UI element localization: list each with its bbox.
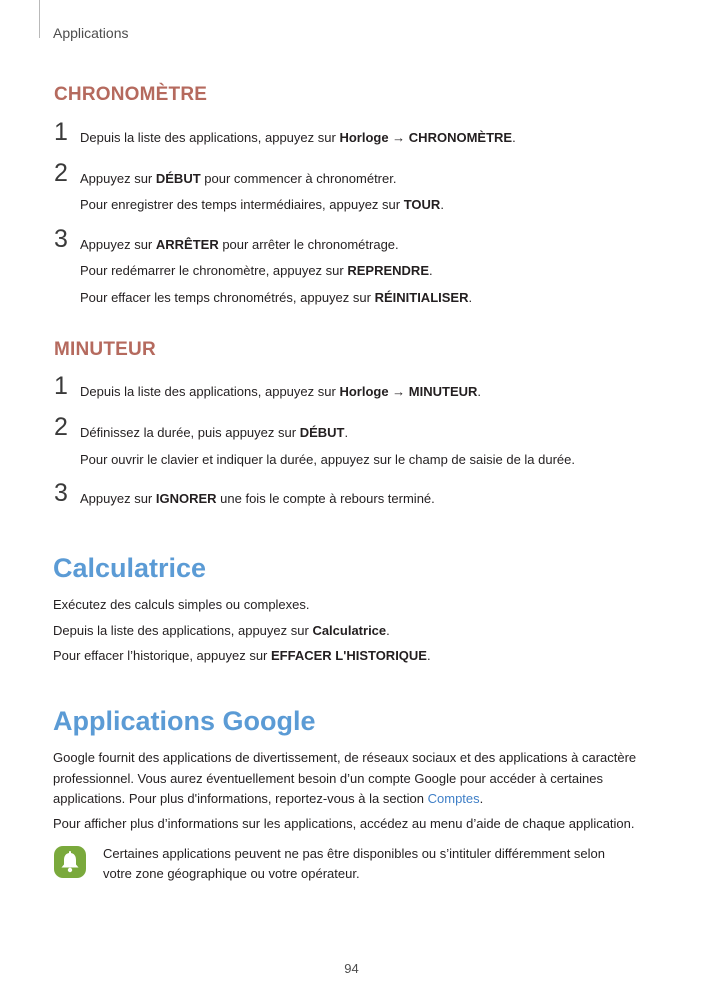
header-rule [39,0,40,38]
step-text: Appuyez sur ARRÊTER pour arrêter le chronométrage. [80,237,399,252]
step-number: 2 [54,413,68,441]
calculator-clear-instruction: Pour effacer l’historique, appuyez sur EFFACER L'HISTORIQUE. [53,648,431,663]
step-text: Appuyez sur IGNORER une fois le compte à rebours terminé. [80,491,435,506]
timer-title: MINUTEUR [54,339,156,360]
step-text: Pour redémarrer le chronomètre, appuyez sur REPRENDRE. [80,263,433,278]
step-text: Appuyez sur DÉBUT pour commencer à chronométrer. [80,171,397,186]
calculator-open-instruction: Depuis la liste des applications, appuyez sur Calculatrice. [53,623,390,638]
step-number: 1 [54,372,68,400]
google-paragraph-line: applications. Pour plus d'informations, reportez-vous à la section Comptes. [53,791,484,806]
step-text: Depuis la liste des applications, appuyez sur Horloge → CHRONOMÈTRE. [80,130,516,145]
google-help-paragraph: Pour afficher plus d’informations sur les applications, accédez au menu d’aide de chaque application. [53,816,635,831]
google-paragraph-line: Google fournit des applications de divertissement, de réseaux sociaux et des applications à caractère [53,750,637,765]
step-text: Pour ouvrir le clavier et indiquer la durée, appuyez sur le champ de saisie de la durée. [80,452,575,467]
step-number: 3 [54,225,68,253]
step-text: Pour effacer les temps chronométrés, appuyez sur RÉINITIALISER. [80,290,473,305]
step-text: Pour enregistrer des temps intermédiaires, appuyez sur TOUR. [80,197,444,212]
google-paragraph-line: professionnel. Vous aurez éventuellement besoin d’un compte Google pour accéder à certaines [53,771,603,786]
step-number: 3 [54,479,68,507]
step-text: Définissez la durée, puis appuyez sur DÉBUT. [80,425,349,440]
note-text-line: Certaines applications peuvent ne pas être disponibles ou s’intituler différemment selon [103,846,605,861]
calculator-heading: Calculatrice [53,553,207,583]
google-apps-heading: Applications Google [53,706,316,736]
step-text: Depuis la liste des applications, appuyez sur Horloge → MINUTEUR. [80,384,482,399]
comptes-link[interactable]: Comptes [427,791,480,806]
step-number: 1 [54,118,68,146]
step-number: 2 [54,159,68,187]
stopwatch-title: CHRONOMÈTRE [54,84,208,105]
note-text-line: votre zone géographique ou votre opérateur. [103,866,360,881]
calculator-intro: Exécutez des calculs simples ou complexes. [53,597,310,612]
bell-icon [54,846,86,878]
running-header: Applications [53,25,129,41]
page-number: 94 [344,961,359,976]
